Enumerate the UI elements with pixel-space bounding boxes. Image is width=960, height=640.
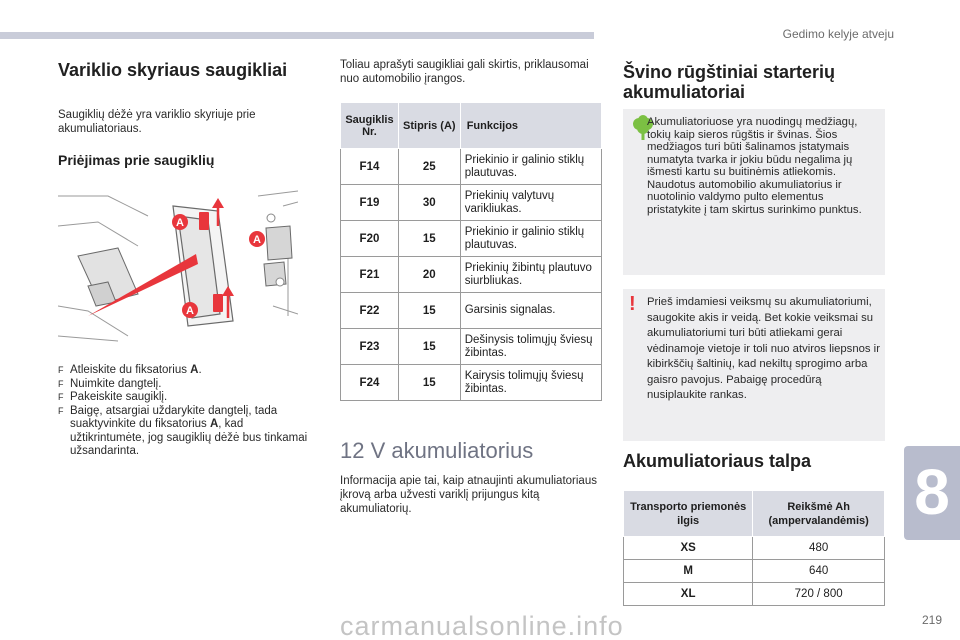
warning-text: Prieš imdamiesi veiksmų su akumuliatoriumi, saugokite akis ir veidą. Bet kokie veiksmai su akumuliatoriumi turi būti atliekami gerai vėdinamoje vietoje ir toli nuo atviros liepsnos ir kibirkščių šaltinių, kad nekiltų sprogimo arba gaisro pavojus. Pabaigę procedūrą nusiplaukite rankas. bbox=[647, 296, 880, 401]
table-cell: XS bbox=[624, 537, 753, 560]
table-cell: M bbox=[624, 560, 753, 583]
fixing-label-a: A bbox=[176, 217, 184, 229]
table-row bbox=[341, 149, 602, 185]
column-header: Saugiklis Nr. bbox=[341, 103, 399, 149]
battery-capacity-title: Akumuliatoriaus talpa bbox=[623, 451, 812, 471]
list-item: F Atleiskite du fiksatorius A. bbox=[58, 364, 202, 376]
list-item: F Baigę, atsargiai uždarykite dangtelį, tada suaktyvinkite du fiksatorius A, kad užtikrintumėte, jog saugiklių dėžė bus tinkamai užsandarinta. bbox=[58, 404, 308, 457]
table-row bbox=[341, 221, 602, 257]
table-cell: 720 / 800 bbox=[753, 583, 885, 606]
table-header-row bbox=[341, 103, 602, 149]
fixing-label-a: A bbox=[186, 305, 194, 317]
table-cell: 640 bbox=[753, 560, 885, 583]
lead-acid-title: Švino rūgštiniai starterių akumuliatoriai bbox=[623, 62, 836, 102]
table-cell: Dešinysis tolimųjų šviesų žibintas. bbox=[460, 329, 601, 365]
column-header: Reikšmė Ah (ampervalandėmis) bbox=[753, 491, 885, 537]
warning-box bbox=[623, 289, 885, 441]
fuse-access-subtitle: Priėjimas prie saugiklių bbox=[58, 152, 215, 168]
table-cell: 15 bbox=[398, 329, 460, 365]
page-number: 219 bbox=[921, 613, 942, 627]
table-cell: 15 bbox=[398, 293, 460, 329]
fuse-table bbox=[340, 102, 602, 401]
table-cell: 15 bbox=[398, 365, 460, 401]
table-cell: Kairysis tolimųjų šviesų žibintas. bbox=[460, 365, 601, 401]
table-row bbox=[341, 185, 602, 221]
bullet-icon: F bbox=[58, 365, 64, 375]
table-row bbox=[624, 583, 885, 606]
table-cell: Priekinių žibintų plautuvo siurbliukas. bbox=[460, 257, 601, 293]
table-cell: F23 bbox=[341, 329, 399, 365]
fuse-table-intro: Toliau aprašyti saugikliai gali skirtis, priklausomai nuo automobilio įrangos. bbox=[340, 59, 589, 85]
list-item: F Nuimkite dangtelį. bbox=[58, 377, 162, 390]
engine-fuses-intro: Saugiklių dėžė yra variklio skyriuje prie akumuliatoriaus. bbox=[58, 109, 256, 135]
table-row bbox=[341, 329, 602, 365]
table-cell: Priekinio ir galinio stiklų plautuvas. bbox=[460, 221, 601, 257]
table-cell: XL bbox=[624, 583, 753, 606]
table-row bbox=[624, 537, 885, 560]
table-header-row bbox=[624, 491, 885, 537]
chapter-number: 8 bbox=[914, 456, 950, 528]
table-row bbox=[341, 365, 602, 401]
battery-12v-text: Informacija apie tai, kaip atnaujinti akumuliatoriaus įkrovą arba užvesti variklį prijungus kitą akumuliatorių. bbox=[340, 475, 597, 515]
bullet-icon: F bbox=[58, 378, 64, 389]
table-cell: F20 bbox=[341, 221, 399, 257]
table-row bbox=[624, 560, 885, 583]
watermark: carmanualsonline.info bbox=[340, 611, 624, 640]
list-item: F Pakeiskite saugiklį. bbox=[58, 391, 168, 403]
battery-12v-title: 12 V akumuliatorius bbox=[340, 438, 534, 463]
table-row bbox=[341, 257, 602, 293]
column-header: Transporto priemonės ilgis bbox=[624, 491, 753, 537]
section-header: Gedimo kelyje atveju bbox=[782, 27, 894, 41]
header-bar bbox=[0, 32, 594, 39]
table-cell: 480 bbox=[753, 537, 885, 560]
table-cell: 25 bbox=[398, 149, 460, 185]
table-cell: F22 bbox=[341, 293, 399, 329]
table-cell: 30 bbox=[398, 185, 460, 221]
column-header: Stipris (A) bbox=[398, 103, 460, 149]
warning-icon: ! bbox=[629, 293, 636, 315]
environment-info-box bbox=[623, 109, 885, 275]
environment-info-text: Akumuliatoriuose yra nuodingų medžiagų, tokių kaip sieros rūgštis ir švinas. Šios medžiagos turi būti šalinamos įstatymais numatyta tvarka ir jokiu būdu negalima jų išmesti kartu su buitinėmis atliekomis. Naudotus automobilio akumuliatorius ir nuotolinio valdymo pulto elementus pristatykite į tam skirtus surinkimo punktus. bbox=[647, 116, 862, 216]
fuse-box-illustration bbox=[58, 186, 298, 346]
table-cell: F19 bbox=[341, 185, 399, 221]
table-cell: 15 bbox=[398, 221, 460, 257]
table-cell: Garsinis signalas. bbox=[460, 293, 601, 329]
bullet-icon: F bbox=[58, 405, 64, 416]
bullet-icon: F bbox=[58, 392, 64, 402]
battery-capacity-table bbox=[623, 490, 885, 606]
fuse-steps-list bbox=[58, 364, 308, 459]
table-cell: F14 bbox=[341, 149, 399, 185]
table-cell: Priekinio ir galinio stiklų plautuvas. bbox=[460, 149, 601, 185]
engine-fuses-title: Variklio skyriaus saugikliai bbox=[58, 60, 288, 80]
column-header: Funkcijos bbox=[460, 103, 601, 149]
table-cell: F24 bbox=[341, 365, 399, 401]
table-cell: F21 bbox=[341, 257, 399, 293]
table-cell: Priekinių valytuvų varikliukas. bbox=[460, 185, 601, 221]
fixing-label-a: A bbox=[253, 234, 261, 246]
table-row bbox=[341, 293, 602, 329]
table-cell: 20 bbox=[398, 257, 460, 293]
